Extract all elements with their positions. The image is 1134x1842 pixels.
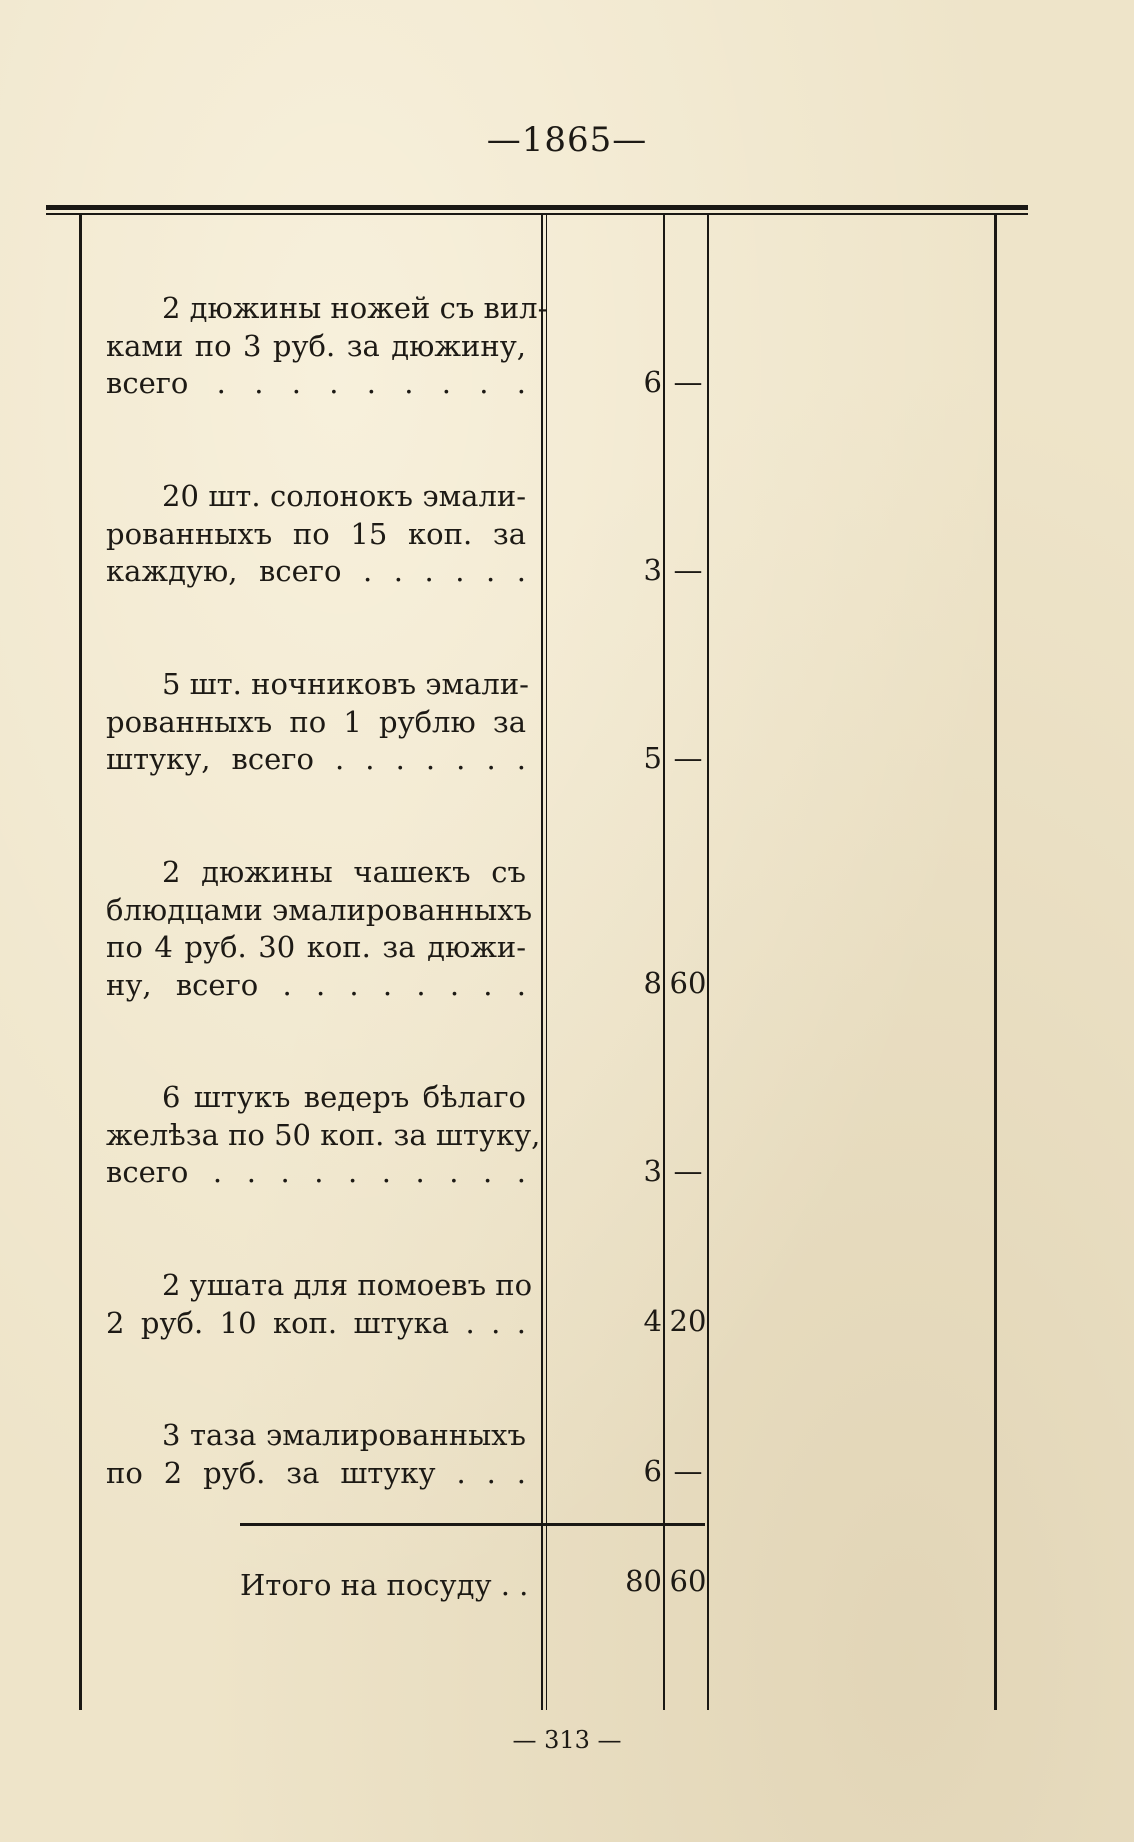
entry-rubles: 4 (643, 1304, 662, 1338)
entry-buckets (106, 1079, 541, 1192)
entry-rubles: 3 (643, 553, 662, 587)
table-top-rule (46, 205, 1028, 210)
entry-kopeks: 60 (669, 966, 707, 1000)
page-year-heading: —1865— (486, 120, 648, 160)
entry-line: 20 шт. солонокъ эмали- (162, 479, 526, 513)
entry-kopeks: — (673, 1154, 703, 1188)
total-rubles: 80 (625, 1564, 662, 1598)
entry-cups-saucers (106, 854, 533, 1004)
entry-line: по 4 руб. 30 коп. за дюжи- (106, 930, 526, 964)
table-top-rule-thin (46, 213, 1028, 215)
entry-basins (106, 1417, 526, 1492)
entry-line: блюдцами эмалированныхъ (106, 892, 533, 927)
entry-line: всего . . . . . . . . . (106, 366, 526, 400)
entry-line: штуку, всего . . . . . . . (106, 742, 526, 776)
entry-line: 3 таза эмалированныхъ (162, 1418, 526, 1452)
entry-line: 2 ушата для помоевъ по (162, 1268, 533, 1302)
entry-line: 5 шт. ночниковъ эмали- (162, 667, 529, 701)
entry-kopeks: — (673, 365, 703, 399)
entry-line: 2 руб. 10 коп. штука . . . (106, 1305, 526, 1340)
entry-kopeks: — (673, 553, 703, 587)
entry-rubles: 5 (643, 741, 662, 775)
entry-line: 2 дюжины ножей съ вил- (162, 291, 548, 325)
entry-rubles: 3 (643, 1154, 662, 1188)
entry-line: рованныхъ по 1 рублю за (106, 704, 526, 739)
entry-line: по 2 руб. за штуку . . . (106, 1455, 526, 1490)
total-label: Итого на посуду . . (240, 1568, 529, 1602)
entry-line: ну, всего . . . . . . . . (106, 967, 526, 1002)
entry-knives-forks (106, 290, 548, 403)
entry-salt-cellars (106, 478, 526, 591)
entry-slop-tubs (106, 1267, 533, 1342)
entry-line: рованныхъ по 15 коп. за (106, 516, 526, 551)
entry-line: всего . . . . . . . . . . (106, 1155, 526, 1189)
entry-rubles: 6 (643, 365, 662, 399)
entry-kopeks: — (673, 1454, 703, 1488)
entry-chamber-pots (106, 666, 529, 779)
entry-line: ками по 3 руб. за дюжину, (106, 328, 526, 363)
total-rule (240, 1523, 705, 1526)
entry-kopeks: — (673, 741, 703, 775)
entry-rubles: 8 (643, 966, 662, 1000)
entry-rubles: 6 (643, 1454, 662, 1488)
description-column-divider-2 (546, 215, 547, 1710)
entry-line: 2 дюжины чашекъ съ (162, 855, 526, 889)
left-border-line (79, 215, 82, 1710)
page-number: — 313 — (512, 1726, 622, 1754)
total-kopeks: 60 (669, 1564, 707, 1598)
right-border-line (994, 215, 997, 1710)
rubles-kopeks-divider (663, 215, 665, 1710)
entry-line: желѣза по 50 коп. за штуку, (106, 1117, 541, 1152)
entry-kopeks: 20 (669, 1304, 707, 1338)
entry-line: 6 штукъ ведеръ бѣлаго (162, 1080, 526, 1114)
entry-line: каждую, всего . . . . . . (106, 554, 526, 588)
description-column-divider (541, 215, 543, 1710)
